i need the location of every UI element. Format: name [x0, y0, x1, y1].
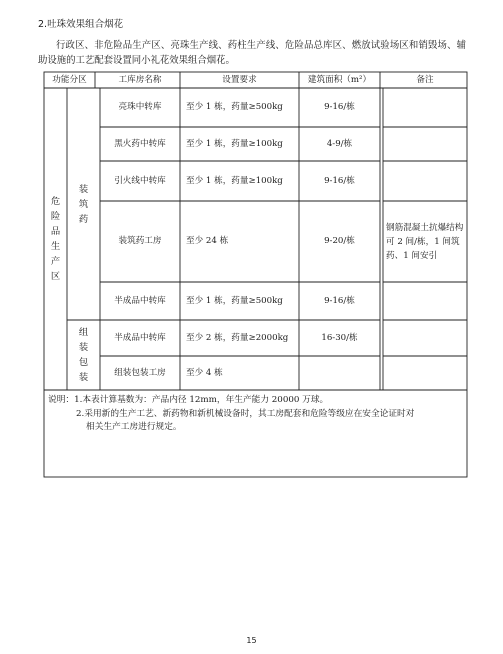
table-row-requirement: 至少 1 栋，药量≥500kg	[186, 102, 283, 112]
table-row-name: 半成品中转库	[114, 295, 166, 306]
zone-label-hazard-production: 危 险 品 生 产 区	[50, 196, 61, 282]
table-row-area: 9-16/栋	[324, 295, 355, 306]
table-row-name: 黑火药中转库	[114, 138, 166, 149]
header-remark: 备注	[416, 74, 434, 85]
table-notes	[48, 394, 468, 435]
header-zone: 功能分区	[52, 74, 87, 85]
note-line-2: 2.采用新的生产工艺、新药物和新机械设备时，其工房配套和危险等级应在安全论证时对	[76, 408, 415, 419]
table-row-requirement: 至少 1 栋，药量≥100kg	[186, 175, 283, 186]
table-row-requirement: 至少 1 栋，药量≥100kg	[186, 138, 283, 149]
table-row-area: 9-20/栋	[324, 236, 355, 246]
header-area: 建筑面积（m²）	[307, 74, 372, 85]
table-row-area: 4-9/栋	[326, 138, 353, 149]
header-workshop: 工库房名称	[118, 74, 162, 85]
header-requirement: 设置要求	[222, 74, 257, 85]
table-row-name: 装筑药工房	[118, 236, 162, 246]
table-row-name: 引火线中转库	[114, 175, 166, 186]
table-row-requirement: 至少 4 栋	[186, 367, 223, 378]
intro-paragraph: 行政区、非危险品生产区、亮珠生产线、药柱生产线、危险品总库区、燃放试验场区和销毁场、辅助设施的工艺配套设置同小礼花效果组合烟花。	[38, 40, 466, 66]
table-row-requirement: 至少 24 栋	[186, 236, 229, 246]
page-number: 15	[246, 636, 257, 645]
group-label-assembly: 装 筑 药	[78, 183, 89, 225]
table-row-requirement: 至少 1 栋，药量≥500kg	[186, 295, 283, 306]
table-row-area: 9-16/栋	[324, 175, 355, 186]
note-line-3: 相关生产工房进行规定。	[86, 422, 182, 432]
table-row-name: 亮珠中转库	[118, 102, 162, 112]
note-line-1: 说明：1.本表计算基数为：产品内径 12mm，年生产能力 20000 万球。	[48, 395, 329, 405]
table-row-name: 组装包装工房	[114, 367, 166, 378]
table-row-area: 16-30/栋	[321, 332, 358, 343]
table-row-remark: 钢筋混凝土抗爆结构可 2 间/栋，1 间筑药、1 间安引	[386, 222, 464, 261]
group-label-package: 组 装 包 装	[78, 327, 89, 383]
table-row-area: 9-16/栋	[324, 102, 355, 112]
table-row-name: 半成品中转库	[114, 332, 166, 343]
table-row-requirement: 至少 2 栋，药量≥2000kg	[186, 332, 289, 343]
section-heading: 2.吐珠效果组合烟花	[38, 19, 124, 30]
